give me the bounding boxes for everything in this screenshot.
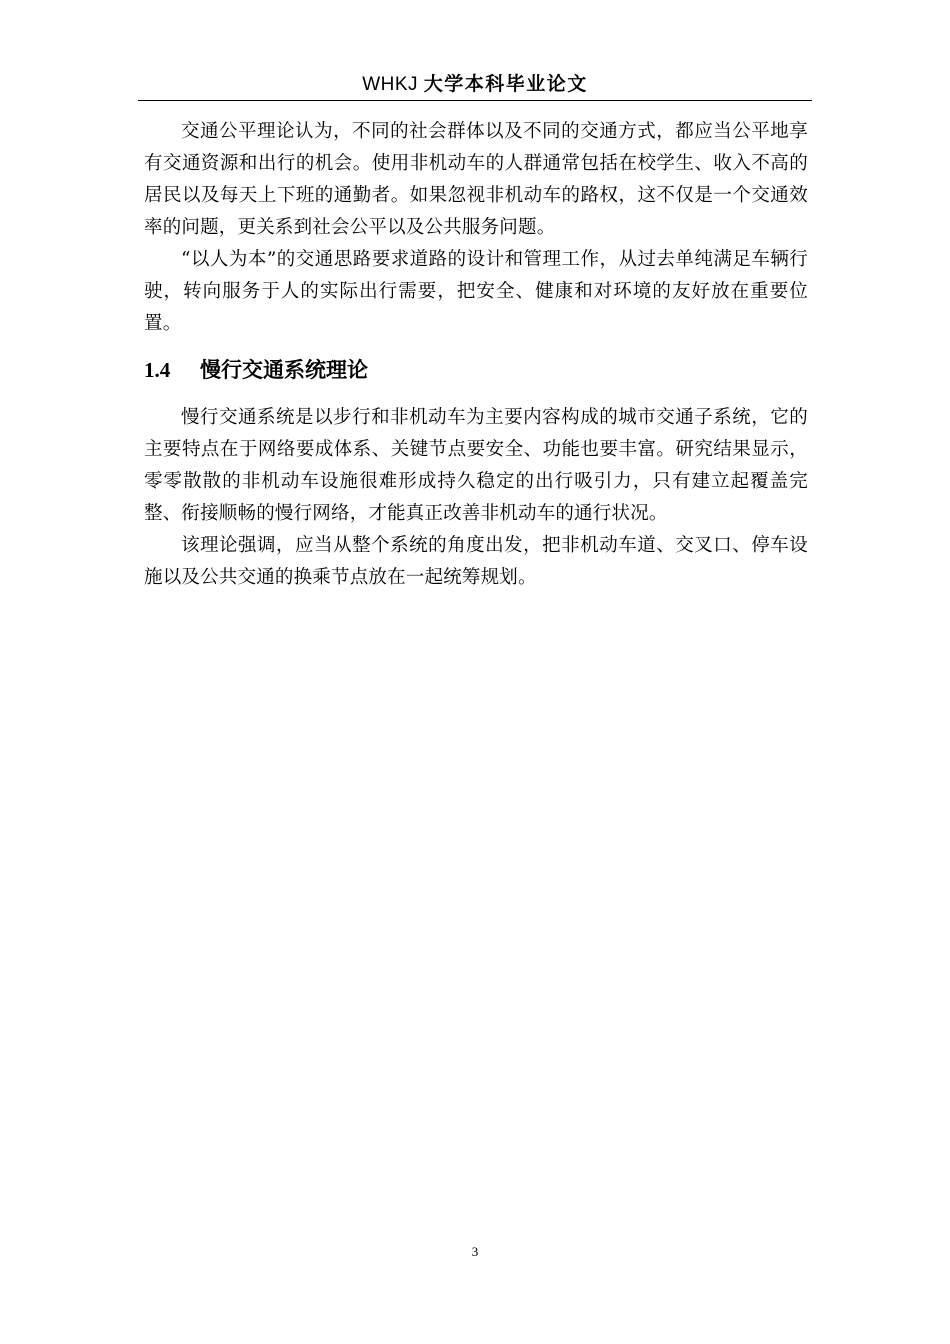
paragraph: 交通公平理论认为，不同的社会群体以及不同的交通方式，都应当公平地享有交通资源和出行的机会。使用非机动车的人群通常包括在校学生、收入不高的居民以及每天上下班的通勤者。如果忽视非机动车的路权，这不仅是一个交通效率的问题，更关系到社会公平以及公共服务问题。 xyxy=(144,121,808,238)
paragraph: “以人为本”的交通思路要求道路的设计和管理工作，从过去单纯满足车辆行驶，转向服务于人的实际出行需要，把安全、健康和对环境的友好放在重要位置。 xyxy=(144,249,808,334)
section-title: 慢行交通系统理论 xyxy=(200,358,368,382)
header-title: 大学本科毕业论文 xyxy=(423,74,588,95)
paragraph: 该理论强调，应当从整个系统的角度出发，把非机动车道、交叉口、停车设施以及公共交通的换乘节点放在一起统筹规划。 xyxy=(144,535,808,588)
header-text xyxy=(362,74,588,95)
section-number: 1.4 xyxy=(144,358,171,382)
header-prefix: WHKJ xyxy=(362,74,419,95)
page-header xyxy=(138,74,812,101)
section-heading xyxy=(144,355,368,385)
paragraph: 慢行交通系统是以步行和非机动车为主要内容构成的城市交通子系统，它的主要特点在于网络要成体系、关键节点要安全、功能也要丰富。研究结果显示，零零散散的非机动车设施很难形成持久稳定的出行吸引力，只有建立起覆盖完整、衔接顺畅的慢行网络，才能真正改善非机动车的通行状况。 xyxy=(144,407,808,524)
body-bottom xyxy=(144,402,808,594)
page-number: 3 xyxy=(471,1244,479,1259)
body-top xyxy=(144,116,808,340)
